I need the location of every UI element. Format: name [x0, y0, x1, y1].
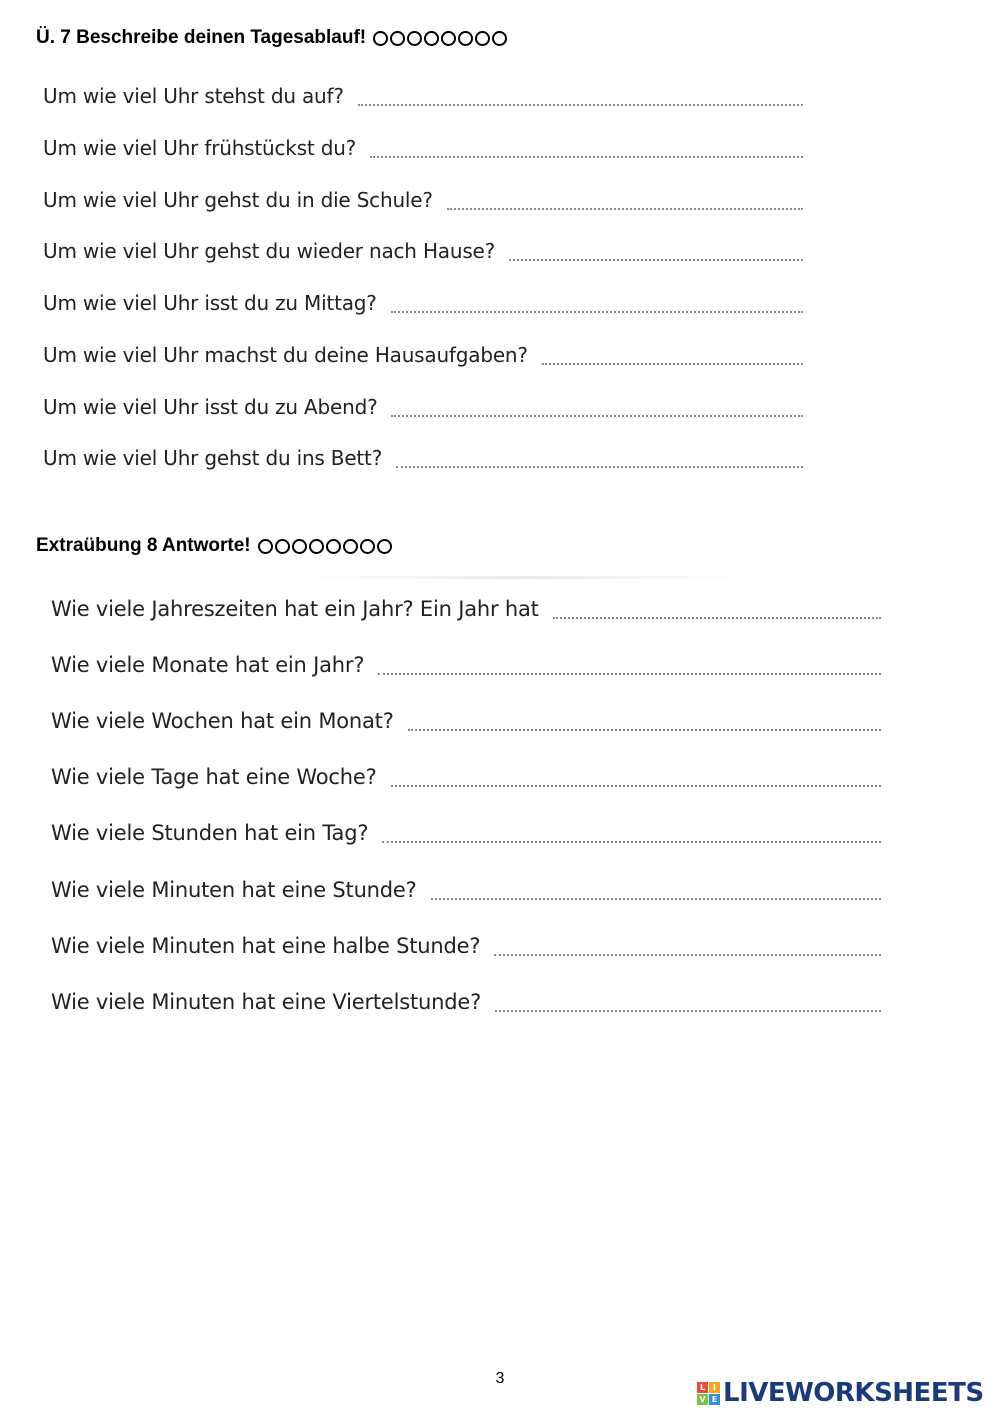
- answer-field[interactable]: [542, 345, 803, 365]
- score-circle: [275, 539, 290, 554]
- question-text: Um wie viel Uhr isst du zu Abend?: [43, 395, 378, 419]
- score-circle: [475, 31, 490, 46]
- logo-block: E: [709, 1394, 720, 1405]
- answer-field[interactable]: [495, 992, 881, 1012]
- score-circle: [373, 31, 388, 46]
- logo-block: V: [697, 1394, 708, 1405]
- page-number: 3: [495, 1370, 505, 1387]
- question-row: [51, 597, 881, 621]
- question-text: Wie viele Wochen hat ein Monat?: [51, 709, 394, 733]
- question-text: Um wie viel Uhr gehst du ins Bett?: [43, 446, 383, 470]
- answer-field[interactable]: [370, 138, 803, 158]
- answer-field[interactable]: [391, 767, 881, 787]
- answer-field[interactable]: [378, 655, 881, 675]
- answer-field[interactable]: [509, 241, 803, 261]
- score-circles: [373, 31, 507, 46]
- answer-field[interactable]: [358, 86, 803, 106]
- answer-field[interactable]: [553, 599, 881, 619]
- answer-field[interactable]: [391, 397, 803, 417]
- question-row: [43, 446, 803, 470]
- question-row: [51, 653, 881, 677]
- question-text: Um wie viel Uhr stehst du auf?: [43, 84, 344, 108]
- answer-field[interactable]: [391, 293, 803, 313]
- logo-text: LIVEWORKSHEETS: [723, 1378, 984, 1408]
- question-row: [51, 709, 881, 733]
- score-circle: [343, 539, 358, 554]
- question-row: [43, 84, 803, 108]
- score-circle: [360, 539, 375, 554]
- exercise-8-title: [36, 535, 392, 557]
- question-row: [51, 934, 881, 958]
- question-row: [43, 291, 803, 315]
- question-text: Wie viele Minuten hat eine Stunde?: [51, 878, 417, 902]
- score-circle: [309, 539, 324, 554]
- question-row: [43, 239, 803, 263]
- answer-field[interactable]: [447, 190, 803, 210]
- question-row: [51, 821, 881, 845]
- logo-blocks-icon: [697, 1382, 720, 1405]
- question-row: [43, 136, 803, 160]
- question-text: Um wie viel Uhr isst du zu Mittag?: [43, 291, 377, 315]
- question-text: Wie viele Jahreszeiten hat ein Jahr? Ein Jahr hat: [51, 597, 539, 621]
- score-circle: [326, 539, 341, 554]
- score-circle: [441, 31, 456, 46]
- question-text: Wie viele Tage hat eine Woche?: [51, 765, 377, 789]
- score-circle: [258, 539, 273, 554]
- exercise-7-title: [36, 27, 507, 49]
- question-row: [51, 765, 881, 789]
- question-text: Wie viele Stunden hat ein Tag?: [51, 821, 369, 845]
- question-row: [51, 990, 881, 1014]
- exercise-7-title-text: Ü. 7 Beschreibe deinen Tagesablauf!: [36, 27, 367, 48]
- logo-block: I: [709, 1382, 720, 1393]
- score-circle: [407, 31, 422, 46]
- question-row: [43, 395, 803, 419]
- question-text: Wie viele Minuten hat eine Viertelstunde?: [51, 990, 482, 1014]
- score-circle: [390, 31, 405, 46]
- question-row: [51, 878, 881, 902]
- liveworksheets-logo: [697, 1378, 984, 1408]
- question-text: Wie viele Minuten hat eine halbe Stunde?: [51, 934, 481, 958]
- logo-block: L: [697, 1382, 708, 1393]
- score-circle: [377, 539, 392, 554]
- answer-field[interactable]: [408, 711, 881, 731]
- question-row: [43, 188, 803, 212]
- score-circle: [292, 539, 307, 554]
- score-circle: [458, 31, 473, 46]
- question-text: Um wie viel Uhr frühstückst du?: [43, 136, 357, 160]
- answer-field[interactable]: [396, 448, 803, 468]
- exercise-8-title-text: Extraübung 8 Antworte!: [36, 535, 251, 556]
- answer-field[interactable]: [494, 936, 881, 956]
- score-circles: [258, 539, 392, 554]
- question-row: [43, 343, 803, 367]
- answer-field[interactable]: [382, 823, 881, 843]
- score-circle: [492, 31, 507, 46]
- question-text: Um wie viel Uhr gehst du wieder nach Hause?: [43, 239, 496, 263]
- score-circle: [424, 31, 439, 46]
- answer-field[interactable]: [431, 880, 881, 900]
- question-text: Um wie viel Uhr gehst du in die Schule?: [43, 188, 433, 212]
- question-text: Um wie viel Uhr machst du deine Hausaufgaben?: [43, 343, 528, 367]
- question-text: Wie viele Monate hat ein Jahr?: [51, 653, 365, 677]
- divider: [300, 576, 750, 579]
